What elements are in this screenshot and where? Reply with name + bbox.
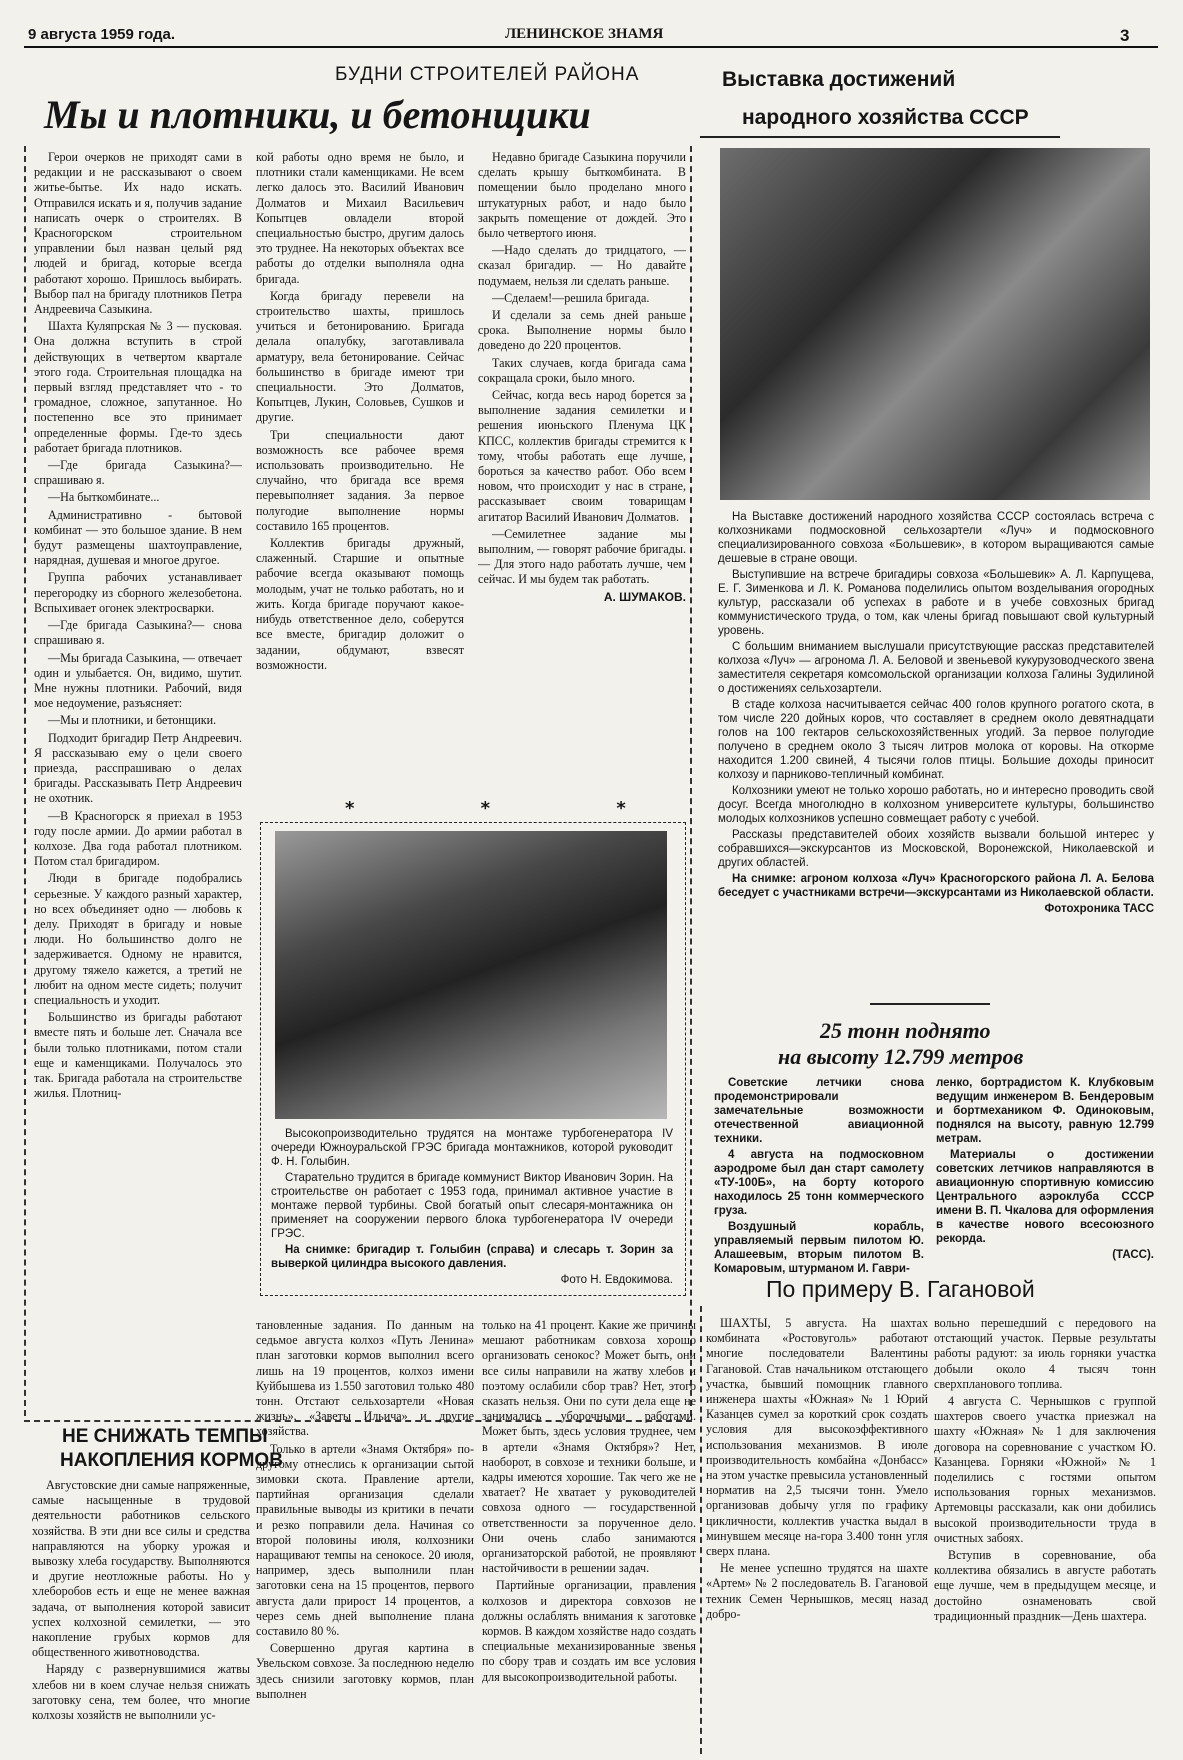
vdnh-p3: В стаде колхоза насчитывается сейчас 400 голов крупного рогатого скота, в том числе 220 дойных коров, что составляет в среднем около девятнадцати голов на 100 гектаров сельскохозяйственных угодий. За первое полугодие получено в среднем около 3 тысяч литров молока от коровы. На откорме находится 1.200 свиней, 4 тысячи голов птицы. Большие доходы приносит колхозу и парниково-тепличный комбинат. — [718, 699, 1154, 781]
feed-title-1: НЕ СНИЖАТЬ ТЕМПЫ — [62, 1426, 268, 1447]
builders-c1-p8: —Мы и плотники, и бетонщики. — [48, 713, 217, 728]
masthead-page-number: 3 — [1120, 26, 1130, 45]
feed-column-3 — [482, 1318, 696, 1754]
builders-c2-p3: Коллектив бригады дружный, слаженный. Старшие и опытные рабочие всегда оказывают помощь молодым, учат не только работать, но и жить. Когда бригаде поручают какое-нибудь ответственное дело, соберутся все вместе, бригадир доложит о задании, обдумают, взвесят возможности. — [256, 536, 464, 672]
vdnh-p0: На Выставке достижений народного хозяйства СССР состоялась встреча с колхозниками подмосковной сельхозартели «Луч» и подмосковного специализированного совхоза «Большевик», в котором выращиваются самые дешевые в стране овощи. — [718, 511, 1154, 565]
masthead-paper-name: ЛЕНИНСКОЕ ЗНАМЯ — [505, 26, 664, 42]
builders-c2-p1: Когда бригаду перевели на строительство шахты, пришлось учиться и бетонированию. Бригада делала опалубку, заготавливала арматуру, вела бетонирование. Сейчас большинство в бригаде имеют три специальности. Это Долматов, Копытцев, Лукин, Соловьев, Сушков и другие. — [256, 288, 464, 425]
vdnh-bottom-rule — [870, 1003, 990, 1005]
feed-column-2 — [256, 1318, 474, 1754]
builders-c1-p5: Группа рабочих устанавливает перегородку из сборного железобетона. Вспыхивает огонек электросварки. — [34, 570, 242, 615]
gaganova-title: По примеру В. Гагановой — [766, 1276, 1035, 1302]
builders-column-3 — [478, 150, 686, 790]
aviation-column-1 — [714, 1076, 924, 1275]
builders-c1-p1: Шахта Куляпрская № 3 — пусковая. Она должна вступить в строй действующих в четвертом квартале этого года. Строительная площадка на первый взгляд представляет что - то громадное, сложное, запутанное. Но постепенно все это принимает определенные формы. Где-то здесь работает бригада плотников. — [34, 319, 242, 455]
builders-c1-p12: Большинство из бригады работают вместе пять и больше лет. Сначала все были только плотниками, потом стали еще и каменщиками. Получалось это так. Бригада работала на строительстве жилья. Плотниц- — [34, 1010, 242, 1101]
builders-c3-p5: Сейчас, когда весь народ борется за выполнение задания семилетки и решения июньского Пленума ЦК КПСС, коллектив бригады стремится к тому, чтобы работать еще лучше, бороться за качество работ. Обо всем новом, что происходит у нас в стране, рассказывает своим товарищам агитатор Василий Иванович Долматов. — [478, 388, 686, 524]
photo-vdnh-meeting — [720, 148, 1150, 500]
builders-kicker: БУДНИ СТРОИТЕЛЕЙ РАЙОНА — [335, 64, 640, 85]
aviation-c1-p2: Воздушный корабль, управляемый первым пилотом Ю. Алашеевым, вторым пилотом В. Комаровым, штурманом И. Гаври- — [714, 1221, 924, 1275]
builders-c1-p9: Подходит бригадир Петр Андреевич. Я рассказываю ему о цели своего приезда, расспрашиваю о делах бригады. Рассказывать Петр Андреевич не охотник. — [34, 730, 242, 806]
separator-stars: * * * — [345, 798, 686, 819]
gaganova-c1-p1: Не менее успешно трудятся на шахте «Артем» № 2 последователь В. Гагановой техник Семен Чернышков, месяц назад добро- — [706, 1561, 928, 1621]
builders-c1-p10: —В Красногорск я приехал в 1953 году после армии. До армии работал в колхозе. Два года работал плотником. Потом стал бригадиром. — [34, 808, 242, 869]
aviation-title-1: 25 тонн поднято — [820, 1018, 991, 1043]
builders-c3-p4: Таких случаев, когда бригада сама сокращала сроки, было много. — [478, 355, 686, 385]
aviation-c1-p0: Советские летчики снова продемонстрировали замечательные возможности отечественной авиационной техники. — [714, 1077, 924, 1145]
gaganova-c2-p0: вольно перешедший с передового на отстающий участок. Первые результаты работы радуют: за июль горняки участка добыли около 4 тысяч тонн сверхпланового топлива. — [934, 1316, 1156, 1391]
feed-c2-p1: Только в артели «Знамя Октября» по-другому отнеслись к организации сытой зимовки скота. Правление артели, партийная организация сделали правильные выводы из критики в печати и резко поправили дела. Начиная со второй половины июля, колхозники наращивают темпы на сенокосе. 20 июля, например, здесь выполнили план заготовки сена на 15 процентов, первого августа дали прирост 14 процентов, а через семь дней выполнение плана составило 80 %. — [256, 1441, 474, 1639]
builders-c1-p0: Герои очерков не приходят сами в редакции и не рассказывают о своем житье-бытье. Их надо искать. Отправился искать и я, получив задание написать очерк о строителях. В Красногорском строительном управлении был назван целый ряд людей и бригад, которые всегда работают хорошо. Пришлось выбирать. Выбор пал на бригаду плотников Петра Андреевича Сазыкина. — [34, 150, 242, 317]
feed-c1-p0: Августовские дни самые напряженные, самые насыщенные в трудовой деятельности работников сельского хозяйства. В эти дни все силы и средства направляются на уборку урожая и вывозку хлеба государству. Выполняются и другие неотложные работы. Но у хлеборобов есть и еще не менее важная задача, от выполнения которой зависит успех колхозной семилетки, — это накопление грубых кормов для общественного животноводства. — [32, 1478, 250, 1660]
photo-center-credit: Фото Н. Евдокимова. — [560, 1274, 673, 1286]
feed-c3-p0: только на 41 процент. Какие же причины мешают работникам совхоза хорошо организовать сенокос? Может быть, они все силы направили на жатву хлебов и поэтому ослабили сбор трав? Нет, этого сказать нельзя. Они по сути дела еще не занимались уборочными работами. Может быть, здесь условия труднее, чем в артели «Знамя Октября»? Нет, наоборот, в совхозе и техники больше, и кадры имеются хорошие. Так чего же не хватает? Не хватает у руководителей совхоза одного — государственной ответственности за порученное дело. Они очень слабо занимаются организаторской работой, не проявляют настойчивости в решении задач. — [482, 1318, 696, 1576]
gaganova-divider — [700, 1306, 702, 1754]
vdnh-text — [718, 510, 1154, 1000]
aviation-credit: (ТАСС). — [1112, 1249, 1154, 1261]
builders-column-2 — [256, 150, 464, 790]
builders-headline: Мы и плотники, и бетонщики — [44, 92, 591, 137]
vdnh-title-rule — [700, 136, 1060, 138]
vdnh-p1: Выступившие на встрече бригадиры совхоза «Большевик» А. Л. Карпущева, Е. Г. Зименкова и Л. К. Романова поделились опытом возделывания огородных культур, рассказали об успехах в работе и в учебе совхозных бригад коммунистического труда, о том, как члены бригад повышают свой культурный уровень. — [718, 569, 1154, 637]
gaganova-column-2 — [934, 1316, 1156, 1752]
gaganova-column-1 — [706, 1316, 928, 1752]
builders-c1-p11: Люди в бригаде подобрались серьезные. У каждого разный характер, но всех объединяет одно — любовь к делу. Приходят в бригаду и новые люди. Но большинство долго не задерживается. Одному не нравится, другому тяжело кажется, а третий не любит на одном месте сидеть; получит специальность и уходит. — [34, 871, 242, 1007]
builders-c3-p2: —Сделаем!—решила бригада. — [492, 290, 650, 305]
aviation-title-2: на высоту 12.799 метров — [778, 1044, 1024, 1069]
builders-c1-p3: —На быткомбинате... — [48, 490, 160, 505]
aviation-column-2 — [936, 1076, 1154, 1261]
feed-c2-p2: Совершенно другая картина в Увельском совхозе. За последнюю неделю здесь снизили заготовку кормов, план выполнен — [256, 1641, 474, 1701]
feed-title-2: НАКОПЛЕНИЯ КОРМОВ — [60, 1450, 283, 1471]
builders-signature: А. ШУМАКОВ. — [603, 589, 686, 604]
builders-c2-p2: Три специальности дают возможность все рабочее время использовать производительно. Не случайно, что бригада все время перевыполняет задания. За первое полугодие выполнение нормы составило 165 процентов. — [256, 427, 464, 533]
photo-center-caption-p0: Высокопроизводительно трудятся на монтаже турбогенератора IV очереди Южноуральской ГРЭС бригада монтажников, которой руководит Ф. Н. Голыбин. — [271, 1128, 673, 1168]
aviation-c1-p1: 4 августа на подмосковном аэродроме был дан старт самолету «ТУ-100Б», на борту которого находилось 25 тонн коммерческого груза. — [714, 1149, 924, 1217]
vdnh-title-1: Выставка достижений — [722, 68, 956, 91]
builders-c1-p4: Административно - бытовой комбинат — это большое здание. В нем будут размещены шахтоуправление, нарядная, душевая и многое другое. — [34, 507, 242, 568]
builders-c1-p2: —Где бригада Сазыкина?— спрашиваю я. — [34, 458, 242, 488]
builders-c1-p7: —Мы бригада Сазыкина, — отвечает один и улыбается. Он, видимо, шутит. Мне нужны плотники. Рабочий, видя мое недоумение, разъясняет: — [34, 650, 242, 711]
feed-c2-p0: тановленные задания. По данным на седьмое августа колхоз «Путь Ленина» план заготовки кормов выполнил всего лишь на 19 процентов, колхоз имени Куйбышева из 1.550 заготовил только 480 тонн. Отстают сельхозартели «Новая жизнь», «Заветы Ильича» и другие хозяйства. — [256, 1318, 474, 1439]
vdnh-note: На снимке: агроном колхоза «Луч» Красногорского района Л. А. Белова беседует с участниками встречи—экскурсантами из Николаевской области. — [718, 873, 1154, 899]
photo-workers-turbine — [275, 831, 667, 1119]
builders-c3-p1: —Надо сделать до тридцатого, — сказал бригадир. — Но давайте подумаем, нельзя ли сделать раньше. — [478, 243, 686, 288]
vdnh-p5: Рассказы представителей обоих хозяйств вызвали большой интерес у собравшихся—экскурсантов из Московской, Воронежской, Николаевской и других областей. — [718, 829, 1154, 869]
feed-column-1 — [32, 1478, 250, 1754]
gaganova-c2-p2: Вступив в соревнование, оба коллектива обязались в августе работать еще лучше, чем в предыдущем месяце, и достойно ознаменовать свой традиционный праздник—День шахтера. — [934, 1548, 1156, 1623]
masthead-rule — [24, 46, 1158, 48]
builders-c2-p0: кой работы одно время не было, и плотники стали каменщиками. Не всем легко далось это. Василий Иванович Долматов и Михаил Васильевич Копытцев овладели второй специальностью быстро, другим далось это труднее. На некоторых объектах все работы до отделки выполняла одна бригада. — [256, 150, 464, 286]
builders-c3-p3: И сделали за семь дней раньше срока. Выполнение нормы было доведено до 220 процентов. — [478, 308, 686, 353]
vdnh-credit: Фотохроника ТАСС — [1044, 903, 1154, 915]
gaganova-c1-p0: ШАХТЫ, 5 августа. На шахтах комбината «Ростовуголь» работают многие последователи Валентины Гагановой. Став начальником отстающего участка, бывший помощник главного инженера шахты «Южная» № 1 Юрий Казанцев сумел за короткий срок создать условия для высокоэффективного использования механизмов. В июле производительность комбайна «Донбасс» на этом участке превысила установленный норматив на 2,5 тысячи тонн. Умело организовав добычу угля по графику цикличности, коллектив участка выдал в минувшем месяце на-гора 3.400 тонн угля сверх плана. — [706, 1316, 928, 1559]
photo-center-note: На снимке: бригадир т. Голыбин (справа) и слесарь т. Зорин за выверкой цилиндра высокого давления. — [271, 1244, 673, 1270]
builders-column-1 — [34, 150, 242, 1418]
builders-c1-p6: —Где бригада Сазыкина?— снова спрашиваю я. — [34, 618, 242, 648]
vdnh-p2: С большим вниманием выслушали присутствующие рассказ представителей колхоза «Луч» — агронома Л. А. Беловой и звеньевой кукурузоводческого звена заместителя секретаря комсомольской организации колхоза Галины Зудилиной о достижениях сельхозартели. — [718, 641, 1154, 695]
aviation-c2-p1: Материалы о достижении советских летчиков направляются в авиационную спортивную комиссию Центрального аэроклуба СССР имени В. П. Чкалова для оформления в качестве нового всесоюзного рекорда. — [936, 1149, 1154, 1245]
photo-center-box — [260, 822, 686, 1296]
builders-c3-p6: —Семилетнее задание мы выполним, — говорят рабочие бригады. — Для этого надо работать лучше, чем сейчас. И мы будем так работать. — [478, 526, 686, 587]
feed-c1-p1: Наряду с развернувшимися жатвы хлебов ни в коем случае нельзя снижать заготовку сена, тем более, что многие колхозы хозяйств не выполнили ус- — [32, 1662, 250, 1723]
builders-c3-p0: Недавно бригаде Сазыкина поручили сделать крышу быткомбината. В помещении было проделано много штукатурных работ, и надо было закрыть помещение от дождей. Это было четвертого июня. — [478, 150, 686, 241]
aviation-c2-p0: ленко, бортрадистом К. Клубковым ведущим инженером В. Бендеровым и бортмехаником Ф. Одиноковым, поднялся на высоту, равную 12.799 метрам. — [936, 1077, 1154, 1145]
vdnh-title-2: народного хозяйства СССР — [742, 106, 1029, 129]
feed-c3-p1: Партийные организации, правления колхозов и директора совхозов не должны ослаблять внимания к заготовке кормов. В каждом хозяйстве надо создать специальные механизированные звенья по сбору трав и создать им все условия для высокопроизводительной работы. — [482, 1578, 696, 1684]
masthead-date: 9 августа 1959 года. — [28, 26, 176, 43]
photo-center-caption — [271, 1127, 673, 1291]
photo-center-caption-p1: Старательно трудится в бригаде коммунист Виктор Иванович Зорин. На строительстве он работает с 1953 года, принимал активное участие в монтаже первой турбины. Свой богатый опыт слесаря-монтажника он применяет на сооружении первого блока турбогенератора IV очереди ГРЭС. — [271, 1172, 673, 1240]
vdnh-p4: Колхозники умеют не только хорошо работать, но и интересно проводить свой досуг. Всегда многолюдно в колхозном университете культуры, большинство молодых колхозников успешно совмещает работу с учебой. — [718, 785, 1154, 825]
gaganova-c2-p1: 4 августа С. Чернышков с группой шахтеров своего участка приезжал на шахту «Южная» № 1 для заключения договора на соревнование с участком Ю. Казанцева. Горняки «Южной» № 1 поделились с гостями опытом использования горных механизмов. Артемовцы рассказали, как они добились высокой производительности труда в очистных забоях. — [934, 1394, 1156, 1545]
